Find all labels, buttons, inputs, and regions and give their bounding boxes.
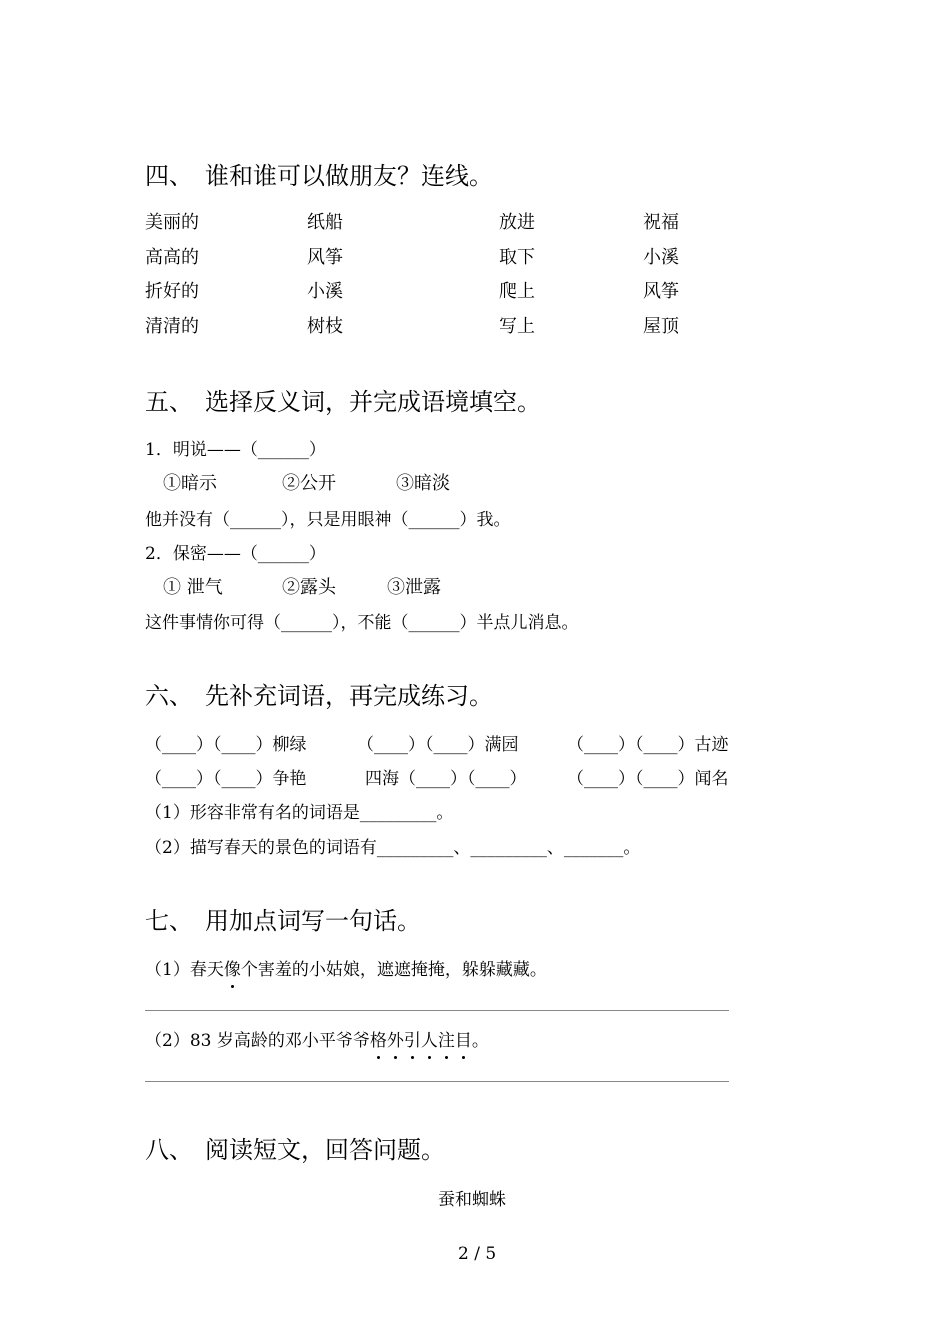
dotted-char: 引	[404, 1026, 421, 1051]
sentence-1-end: 个害羞的小姑娘，遮遮掩掩，躲躲藏藏。	[240, 960, 547, 980]
option: ① 泄气	[163, 577, 223, 598]
option: ③暗淡	[396, 473, 450, 494]
exercise-1: （1）形容非常有名的词语是_________。	[145, 803, 454, 823]
story-title: 蚕和蜘蛛	[438, 1190, 506, 1210]
sentence-1	[145, 955, 547, 980]
idiom-blank: （____）（____）满园	[357, 735, 519, 755]
col1-word: 高高的	[145, 247, 199, 268]
question-1: 1．明说——（______）	[145, 440, 326, 460]
col2-word: 小溪	[307, 281, 343, 302]
context-sentence-2: 这件事情你可得（______），不能（______）半点儿消息。	[145, 613, 579, 633]
page-number: 2 / 5	[458, 1244, 497, 1264]
section-8-heading: 八、 阅读短文，回答问题。	[145, 1136, 445, 1164]
dotted-char: 格	[370, 1026, 387, 1051]
idiom-blank: 四海（____）（____）	[365, 769, 527, 789]
idiom-blank: （____）（____）争艳	[145, 769, 307, 789]
answer-line	[145, 1010, 729, 1011]
sentence-2-end: 。	[471, 1031, 489, 1051]
section-6-heading: 六、 先补充词语，再完成练习。	[145, 682, 493, 710]
col3-word: 放进	[499, 212, 535, 233]
col2-word: 树枝	[307, 316, 343, 337]
col2-word: 纸船	[307, 212, 343, 233]
idiom-blank: （____）（____）古迹	[567, 735, 729, 755]
col3-word: 取下	[499, 247, 535, 268]
dotted-char: 外	[387, 1026, 404, 1051]
exercise-2: （2）描写春天的景色的词语有_________、_________、_______。	[145, 838, 641, 858]
option: ②露头	[282, 577, 336, 598]
col2-word: 风筝	[307, 247, 343, 268]
col4-word: 风筝	[643, 281, 679, 302]
col4-word: 祝福	[643, 212, 679, 233]
col4-word: 屋顶	[643, 316, 679, 337]
section-5-heading: 五、 选择反义词，并完成语境填空。	[145, 388, 541, 416]
col4-word: 小溪	[643, 247, 679, 268]
idiom-blank: （____）（____）柳绿	[145, 735, 307, 755]
answer-line	[145, 1081, 729, 1082]
col1-word: 折好的	[145, 281, 199, 302]
question-2: 2．保密——（______）	[145, 544, 326, 564]
option: ①暗示	[163, 473, 217, 494]
dotted-char: 目	[455, 1026, 472, 1051]
sentence-2-start: （2）83 岁高龄的邓小平爷爷	[145, 1031, 370, 1051]
section-4-heading: 四、 谁和谁可以做朋友？连线。	[145, 162, 493, 190]
col1-word: 美丽的	[145, 212, 199, 233]
idiom-blank: （____）（____）闻名	[567, 769, 729, 789]
option: ②公开	[282, 473, 336, 494]
sentence-1-start: （1）春天	[145, 960, 224, 980]
section-7-heading: 七、 用加点词写一句话。	[145, 907, 421, 935]
col3-word: 写上	[499, 316, 535, 337]
col1-word: 清清的	[145, 316, 199, 337]
dotted-char: 人	[421, 1026, 438, 1051]
dotted-char: 注	[438, 1026, 455, 1051]
dotted-word: 像	[224, 955, 241, 980]
context-sentence-1: 他并没有（______），只是用眼神（______）我。	[145, 510, 511, 530]
option: ③泄露	[387, 577, 441, 598]
sentence-2	[145, 1026, 489, 1051]
col3-word: 爬上	[499, 281, 535, 302]
